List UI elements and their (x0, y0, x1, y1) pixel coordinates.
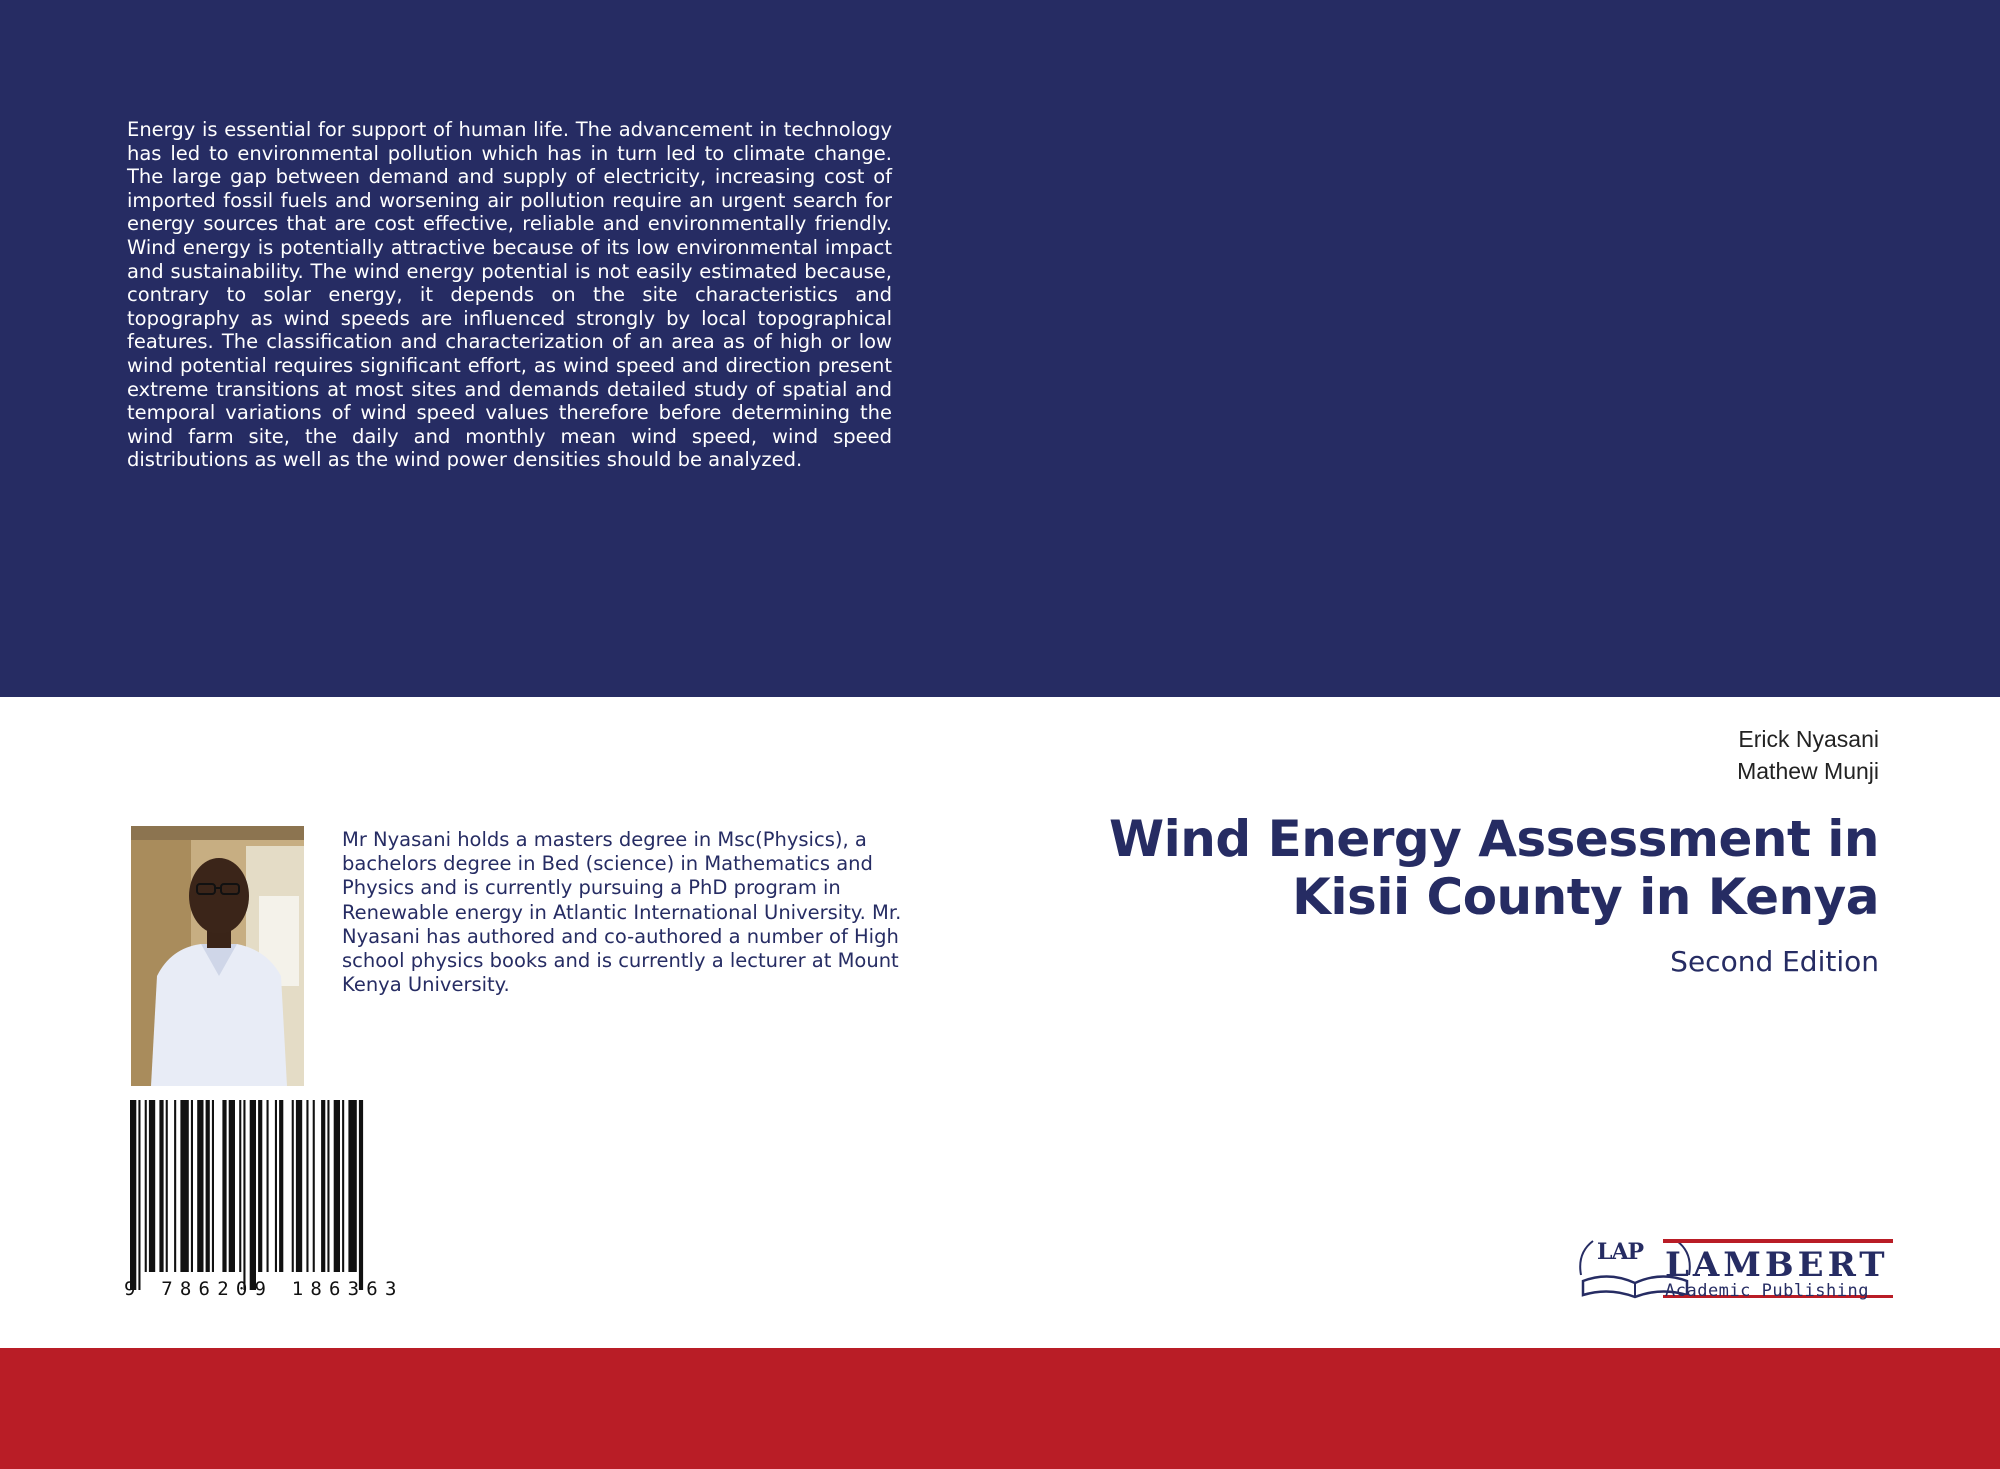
publisher-subtitle: Academic Publishing (1665, 1281, 1869, 1301)
barcode-bar (359, 1100, 363, 1290)
barcode-bar (334, 1100, 340, 1272)
barcode-bar (306, 1100, 308, 1272)
book-title-line: Kisii County in Kenya (1292, 868, 1879, 926)
barcode-bar (279, 1100, 283, 1272)
barcode-bar (222, 1100, 226, 1272)
barcode-bar (191, 1100, 193, 1272)
logo-rule-top (1663, 1239, 1893, 1243)
barcode-bar (197, 1100, 203, 1272)
barcode-bar (130, 1100, 136, 1290)
barcode-bar (267, 1100, 269, 1272)
book-title-line: Wind Energy Assessment in (1109, 810, 1879, 868)
author-photo (131, 826, 304, 1086)
barcode-bar (313, 1100, 315, 1272)
barcode-bar (348, 1100, 356, 1272)
barcode-bar (159, 1100, 163, 1272)
barcode-bar (229, 1100, 235, 1272)
author-photo-illustration (131, 826, 304, 1086)
barcode-bar (292, 1100, 294, 1272)
isbn-barcode (124, 1100, 464, 1300)
book-title (979, 810, 1879, 926)
barcode-bar (149, 1100, 155, 1272)
barcode-bar (180, 1100, 188, 1272)
publisher-name: LAMBERT (1665, 1245, 1889, 1285)
edition-label: Second Edition (1670, 945, 1879, 978)
barcode-bar (174, 1100, 176, 1272)
barcode-bar (258, 1100, 262, 1272)
back-cover-blurb: Energy is essential for support of human life. The advancement in technology has led to environmental pollution which has in turn led to climate change. The large gap between demand and supply of electricity, increasing cost of imported fossil fuels and worsening air pollution require an urgent search for energy sources that are cost effective, reliable and environmentally friendly. Wind energy is potentially attractive because of its low environmental impact and sustainability. The wind energy potential is not easily estimated because, contrary to solar energy, it depends on the site characteristics and topography as wind speeds are influenced strongly by local topographical features. The classification and characterization of an area as of high or low wind potential requires significant effort, as wind speed and direction present extreme transitions at most sites and demands detailed study of spatial and temporal variations of wind speed values therefore before determining the wind farm site, the daily and monthly mean wind speed, wind speed distributions as well as the wind power densities should be analyzed. (127, 118, 892, 472)
laurel-left-icon (1580, 1241, 1593, 1275)
barcode-bar (138, 1100, 140, 1290)
barcode-bar (321, 1100, 325, 1272)
cover-bottom-band (0, 1348, 2000, 1469)
author-name: Erick Nyasani (1738, 726, 1879, 752)
barcode-bar (275, 1100, 277, 1272)
barcode-bar (342, 1100, 344, 1272)
barcode-bar (239, 1100, 241, 1272)
barcode-bar (145, 1100, 147, 1272)
barcode-bar (296, 1100, 302, 1272)
author-list (1737, 723, 1879, 787)
barcode-bar (327, 1100, 329, 1272)
author-biography: Mr Nyasani holds a masters degree in Msc(Physics), a bachelors degree in Bed (science) in Mathematics and Physics and is currently pursuing a PhD program in Renewable energy in Atlantic International University. Mr. Nyasani has authored and co-authored a number of High school physics books and is currently a lecturer at Mount Kenya University. (342, 828, 902, 997)
isbn-number: 9 786209 186363 (124, 1278, 404, 1300)
lap-logo-mark: LAP (1597, 1239, 1644, 1265)
barcode-bar (166, 1100, 168, 1272)
barcode-bar (212, 1100, 214, 1272)
barcode-bar (243, 1100, 245, 1290)
barcode-bar (206, 1100, 210, 1272)
barcode-bar (250, 1100, 256, 1290)
author-name: Mathew Munji (1737, 758, 1879, 784)
